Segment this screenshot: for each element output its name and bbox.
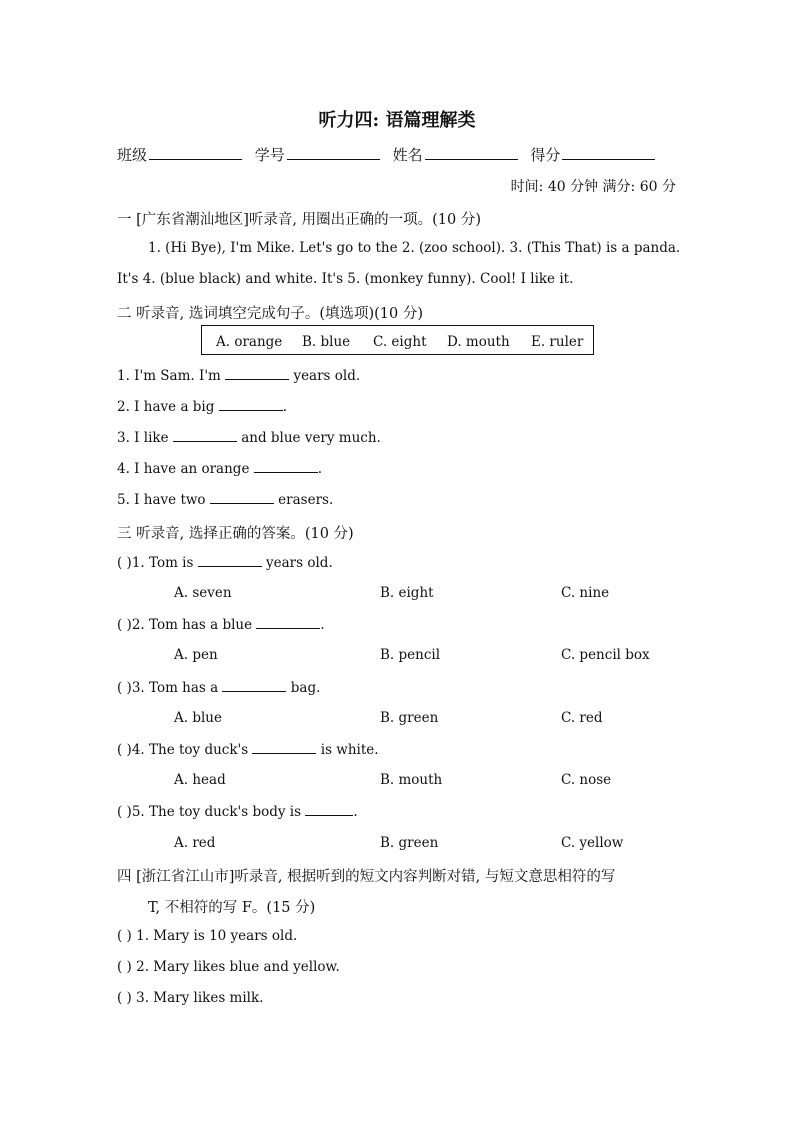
section3-question2: ( )2. Tom has a blue . (117, 617, 325, 633)
section4-question1: ( ) 1. Mary is 10 years old. (117, 928, 298, 944)
section1-line2: It's 4. (blue black) and white. It's 5. (monkey funny). Cool! I like it. (117, 271, 574, 287)
answer-blank[interactable] (222, 679, 286, 692)
word-options-box (201, 325, 594, 355)
score-field[interactable] (562, 145, 655, 160)
q5-option-c: C. yellow (561, 835, 624, 851)
id-label: 学号 (254, 146, 285, 164)
section3-question1: ( )1. Tom is years old. (117, 555, 333, 571)
q2-option-b: B. pencil (380, 647, 441, 663)
section2-heading: 二 听录音, 选词填空完成句子。(填选项)(10 分) (117, 306, 424, 322)
section3-question3: ( )3. Tom has a bag. (117, 680, 321, 696)
q1-option-c: C. nine (561, 585, 610, 601)
section3-heading: 三 听录音, 选择正确的答案。(10 分) (117, 526, 354, 542)
answer-blank[interactable] (173, 429, 237, 442)
answer-blank[interactable] (252, 741, 316, 754)
section4-question2: ( ) 2. Mary likes blue and yellow. (117, 959, 340, 975)
q2-option-a: A. pen (174, 647, 218, 663)
option-b: B. blue (302, 334, 351, 350)
answer-blank[interactable] (305, 803, 353, 816)
section2-question3: 3. I like and blue very much. (117, 430, 381, 446)
q2-option-c: C. pencil box (561, 647, 650, 663)
section2-question4: 4. I have an orange . (117, 461, 323, 477)
page-title: 听力四: 语篇理解类 (318, 110, 476, 131)
q1-option-b: B. eight (380, 585, 434, 601)
q3-option-c: C. red (561, 710, 603, 726)
name-label: 姓名 (392, 146, 423, 164)
section1-heading: 一 [广东省潮汕地区]听录音, 用圈出正确的一项。(10 分) (117, 212, 482, 228)
answer-blank[interactable] (225, 367, 289, 380)
section4-question3: ( ) 3. Mary likes milk. (117, 990, 264, 1006)
section2-question1: 1. I'm Sam. I'm years old. (117, 368, 361, 384)
option-e: E. ruler (531, 334, 584, 350)
section4-heading-cont: T, 不相符的写 F。(15 分) (148, 900, 316, 916)
section1-line1: 1. (Hi Bye), I'm Mike. Let's go to the 2. (zoo school). 3. (This That) is a panda. (148, 240, 681, 256)
answer-blank[interactable] (256, 616, 320, 629)
q4-option-c: C. nose (561, 772, 612, 788)
q5-option-a: A. red (174, 835, 216, 851)
option-c: C. eight (373, 334, 427, 350)
time-limit: 时间: 40 分钟 满分: 60 分 (510, 179, 676, 195)
name-field[interactable] (425, 145, 518, 160)
section3-question5: ( )5. The toy duck's body is . (117, 804, 358, 820)
id-field[interactable] (287, 145, 380, 160)
answer-blank[interactable] (254, 460, 318, 473)
q3-option-a: A. blue (174, 710, 222, 726)
class-label: 班级 (117, 146, 148, 164)
student-info-row (117, 144, 663, 165)
q1-option-a: A. seven (174, 585, 232, 601)
section4-heading: 四 [浙江省江山市]听录音, 根据听到的短文内容判断对错, 与短文意思相符的写 (117, 869, 616, 885)
class-field[interactable] (149, 145, 242, 160)
answer-blank[interactable] (219, 398, 283, 411)
answer-blank[interactable] (210, 491, 274, 504)
answer-blank[interactable] (198, 554, 262, 567)
section2-question5: 5. I have two erasers. (117, 492, 334, 508)
score-label: 得分 (530, 146, 561, 164)
q5-option-b: B. green (380, 835, 439, 851)
option-a: A. orange (216, 334, 283, 350)
section3-question4: ( )4. The toy duck's is white. (117, 742, 379, 758)
q3-option-b: B. green (380, 710, 439, 726)
q4-option-a: A. head (174, 772, 226, 788)
q4-option-b: B. mouth (380, 772, 443, 788)
option-d: D. mouth (447, 334, 510, 350)
section2-question2: 2. I have a big . (117, 399, 287, 415)
